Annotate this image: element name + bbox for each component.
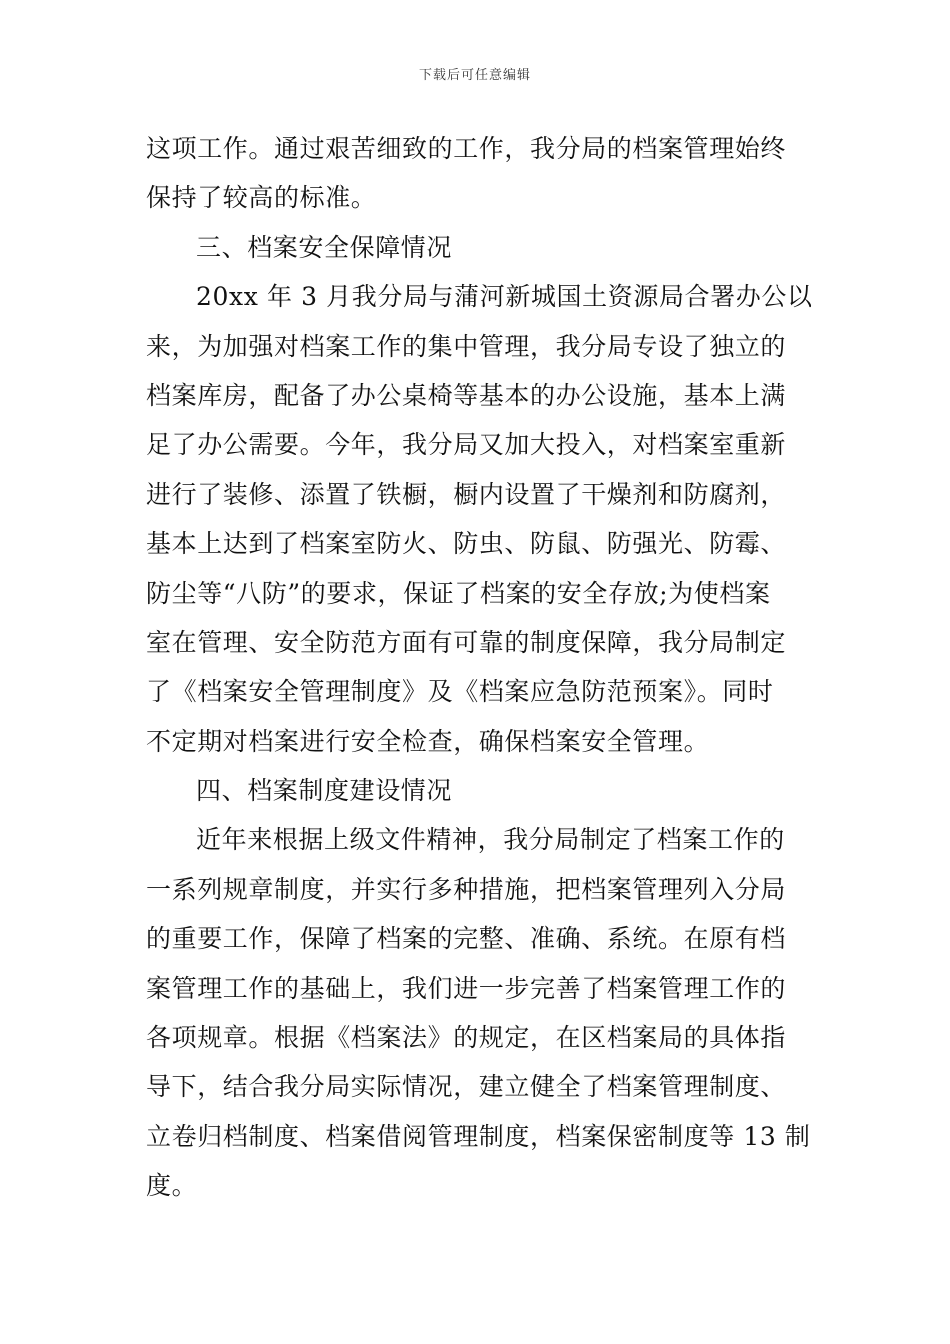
text-line: 立卷归档制度、档案借阅管理制度，档案保密制度等 13 制 <box>146 1121 811 1151</box>
page-header: 下载后可任意编辑 <box>418 68 531 83</box>
text-line: 基本上达到了档案室防火、防虫、防鼠、防强光、防霉、 <box>146 529 787 559</box>
text-line: 各项规章。根据《档案法》的规定，在区档案局的具体指 <box>146 1023 787 1053</box>
text-line: 导下，结合我分局实际情况，建立健全了档案管理制度、 <box>146 1072 787 1102</box>
section-heading: 三、档案安全保障情况 <box>196 232 453 262</box>
document-body <box>146 124 813 1211</box>
text-line: 保持了较高的标准。 <box>146 183 377 213</box>
text-line: 一系列规章制度，并实行多种措施，把档案管理列入分局 <box>146 874 787 904</box>
text-line: 不定期对档案进行安全检查，确保档案安全管理。 <box>146 726 710 756</box>
paragraph-start: 20xx 年 3 月我分局与蒲河新城国土资源局合署办公以 <box>196 282 813 312</box>
text-line: 进行了装修、添置了铁橱，橱内设置了干燥剂和防腐剂， <box>146 479 787 509</box>
text-line: 足了办公需要。今年，我分局又加大投入，对档案室重新 <box>146 430 787 460</box>
text-line: 来，为加强对档案工作的集中管理，我分局专设了独立的 <box>146 331 787 361</box>
text-line: 了《档案安全管理制度》及《档案应急防范预案》。同时 <box>146 677 774 707</box>
text-line: 案管理工作的基础上，我们进一步完善了档案管理工作的 <box>146 973 787 1003</box>
text-line: 度。 <box>146 1171 198 1201</box>
paragraph-start: 近年来根据上级文件精神，我分局制定了档案工作的 <box>196 825 785 855</box>
text-line: 室在管理、安全防范方面有可靠的制度保障，我分局制定 <box>146 627 787 657</box>
text-line: 档案库房，配备了办公桌椅等基本的办公设施，基本上满 <box>146 380 787 410</box>
section-heading: 四、档案制度建设情况 <box>196 776 453 806</box>
text-line: 这项工作。通过艰苦细致的工作，我分局的档案管理始终 <box>146 134 787 163</box>
text-line: 防尘等“八防”的要求，保证了档案的安全存放;为使档案 <box>146 578 771 608</box>
text-line: 的重要工作，保障了档案的完整、准确、系统。在原有档 <box>146 924 787 954</box>
